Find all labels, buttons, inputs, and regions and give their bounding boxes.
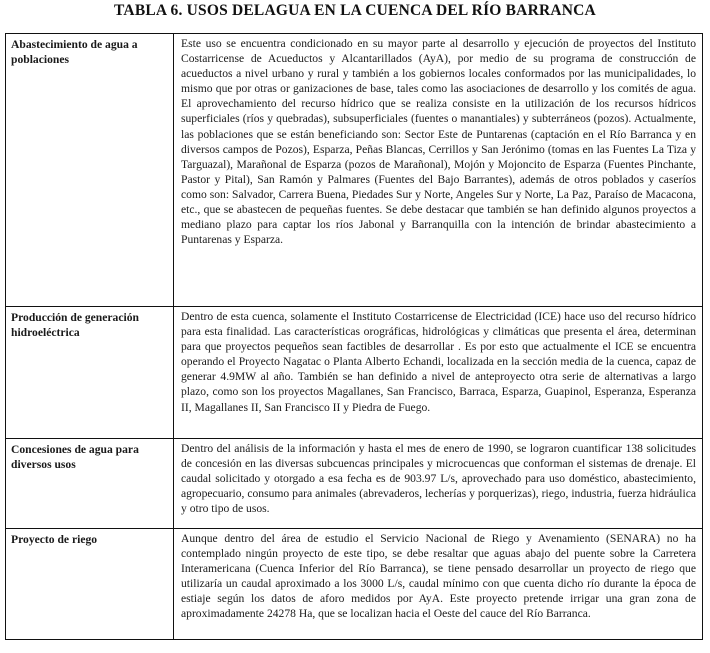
table-title: TABLA 6. USOS DELAGUA EN LA CUENCA DEL RÍO BARRANCA <box>114 2 596 19</box>
table-row <box>6 307 703 439</box>
table-row <box>6 439 703 529</box>
table-row <box>6 34 703 307</box>
row-label: Producción de generación hidroeléctrica <box>6 307 174 439</box>
table-row <box>6 529 703 640</box>
row-label: Proyecto de riego <box>6 529 174 640</box>
row-label: Abastecimiento de agua a poblaciones <box>6 34 174 307</box>
row-description: Dentro de esta cuenca, solamente el Instituto Costarricense de Electricidad (ICE) hace uso del recurso hídrico para esta finalidad. Las características orográficas, hidrológicas y climáticas que presenta el área, determinan para que proyectos pequeños sean factibles de desarrollar . Es por esto que actualmente el ICE se encuentra operando el Proyecto Nagatac o Planta Alberto Echandi, localizada en la sección media de la cuenca, capaz de generar 4.9MW al año. También se han definido a nivel de anteproyecto otra serie de alternativas a largo plazo, como son los proyectos Magallanes, San Francisco, Barraca, Esparza, Guapinol, Esperanza, Esperanza II, Magallanes II, San Francisco II y Piedra de Fuego. <box>174 307 703 439</box>
row-label: Concesiones de agua para diversos usos <box>6 439 174 529</box>
row-description: Aunque dentro del área de estudio el Servicio Nacional de Riego y Avenamiento (SENARA) no ha contemplado ningún proyecto de este tipo, se debe resaltar que aguas abajo del puente sobre la Carretera Interamericana (Cuenca Inferior del Río Barranca), se tiene pensado desarrollar un proyecto de riego que utilizaría un caudal aproximado a los 3000 L/s, caudal mínimo con que cuenta dicho río durante la época de estiaje según los datos de aforo medidos por AyA. Este proyecto pretende irrigar una gran zona de aproximadamente 24278 Ha, que se localizan hacia el Oeste del cauce del Río Barranca. <box>174 529 703 640</box>
row-description: Dentro del análisis de la información y hasta el mes de enero de 1990, se lograron cuantificar 138 solicitudes de concesión en las diversas subcuencas principales y microcuencas que conforman el sistemas de drenaje. El caudal solicitado y otorgado a esa fecha es de 903.97 L/s, aprovechado para uso doméstico, abastecimiento, agropecuario, consumo para animales (abrevaderos, lecherías y porquerizas), riego, industria, fuerza hidráulica y otro tipo de usos. <box>174 439 703 529</box>
row-description: Este uso se encuentra condicionado en su mayor parte al desarrollo y ejecución de proyectos del Instituto Costarricense de Acueductos y Alcantarillados (AyA), por medio de su programa de construcción de acueductos a nivel urbano y rural y también a los gobiernos locales conformados por las municipalidades, lo mismo que por otras or ganizaciones de base, tales como las asociaciones de desarrollo y los comités de agua. El aprovechamiento del recurso hídrico que se realiza consiste en la utilización de los recursos hídricos superficiales (ríos y quebradas), subsuperficiales (fuentes o manantiales) y subterráneos (pozos). Actualmente, las poblaciones que se están beneficiando son: Sector Este de Puntarenas (captación en el Río Barranca y en diversos campos de Pozos), Esparza, Peñas Blancas, Cerrillos y San Jerónimo (tomas en las Fuentes La Tiza y Targuazal), Marañonal de Esparza (pozos de Marañonal), Mojón y Mojoncito de Esparza (Fuentes Pinchante, Pastor y Pital), San Ramón y Palmares (Fuentes del Bajo Barrantes), además de otros poblados y caseríos como son: Salvador, Carrera Buena, Piedades Sur y Norte, Angeles Sur y Norte, La Paz, Paraíso de Macacona, etc., que se abastecen de pequeñas fuentes. Se debe destacar que también se han definido algunos proyectos a mediano plazo para captar los ríos Jabonal y Barranquilla con la intención de brindar abastecimiento a Puntarenas y Esparza. <box>174 34 703 307</box>
water-uses-table <box>5 33 703 640</box>
